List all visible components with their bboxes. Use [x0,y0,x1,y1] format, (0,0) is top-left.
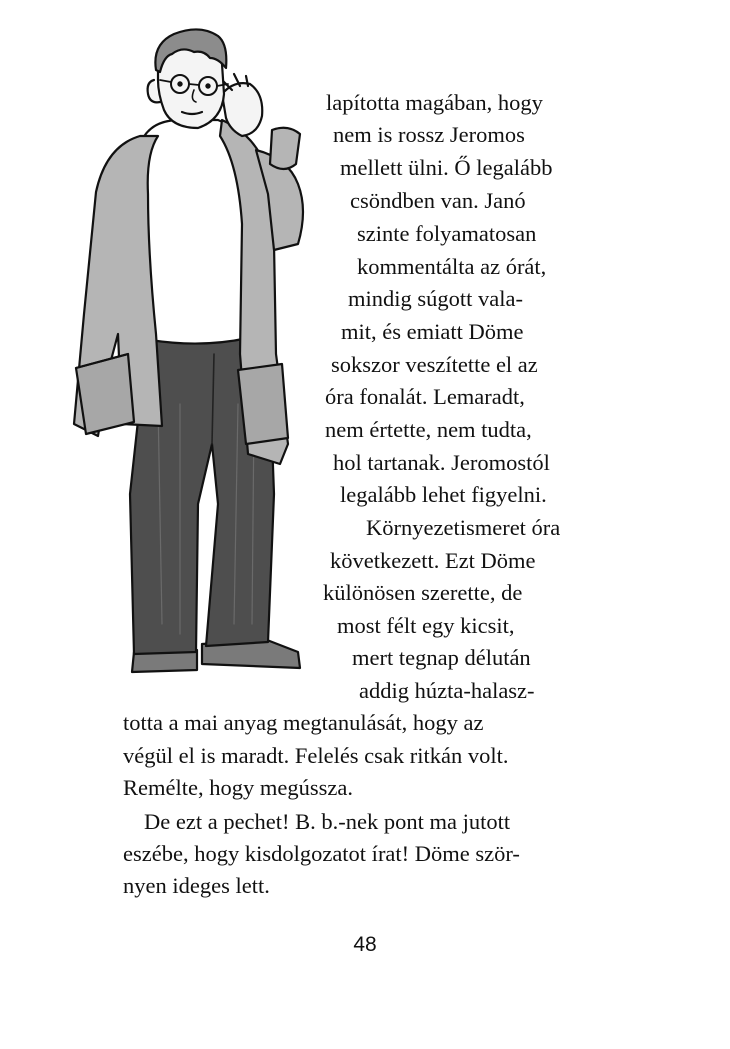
text-line: Remélte, hogy megússza. [123,775,353,800]
text-line: mindig súgott vala- [348,286,523,311]
text-line: mert tegnap délután [352,645,531,670]
page-number: 48 [353,933,377,956]
text-line: most félt egy kicsit, [337,613,515,638]
text-line: óra fonalát. Lemaradt, [325,384,525,409]
text-line: mellett ülni. Ő legalább [340,155,553,180]
text-line: különösen szerette, de [323,580,523,605]
text-line: végül el is maradt. Felelés csak ritkán volt. [123,743,509,768]
text-line: kommentálta az órát, [357,254,547,279]
text-line: mit, és emiatt Döme [341,319,524,344]
man-adjusting-glasses-illustration [62,24,312,684]
text-line: eszébe, hogy kisdolgozatot írat! Döme ször- [123,841,520,866]
text-line: addig húzta-halasz- [359,678,535,703]
text-line: legalább lehet figyelni. [340,482,547,507]
text-line: lapította magában, hogy [326,90,543,115]
text-line: csöndben van. Janó [350,188,526,213]
text-line: következett. Ezt Döme [330,548,536,573]
text-line: Környezetismeret óra [366,515,561,540]
text-line: szinte folyamatosan [357,221,537,246]
text-line: totta a mai anyag megtanulását, hogy az [123,710,484,735]
text-line: De ezt a pechet! B. b.-nek pont ma jutott [144,809,511,834]
text-line: sokszor veszítette el az [331,352,538,377]
text-line: nyen ideges lett. [123,873,270,898]
text-line: hol tartanak. Jeromostól [333,450,550,475]
text-line: nem értette, nem tudta, [325,417,532,442]
text-line: nem is rossz Jeromos [333,122,525,147]
